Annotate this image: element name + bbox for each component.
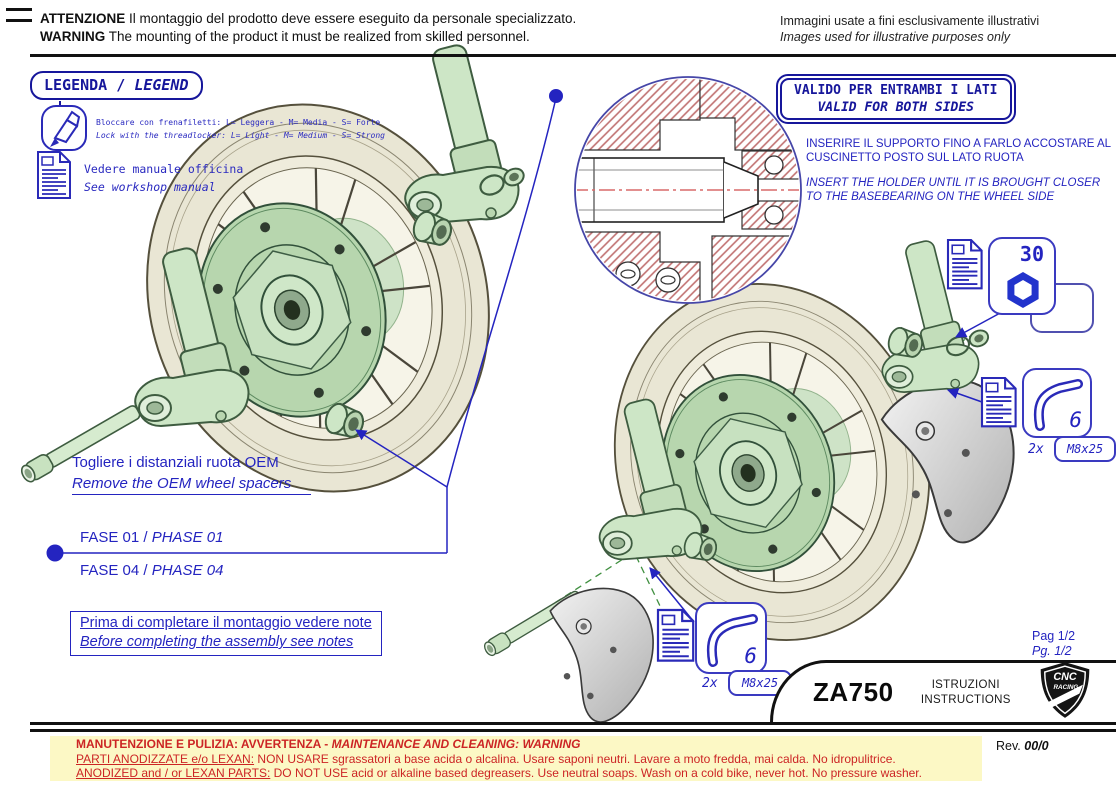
insert-holder-note: INSERIRE IL SUPPORTO FINO A FARLO ACCOSTARE AL CUSCINETTO POSTO SUL LATO RUOTA INSERT THE HOLDER UNTIL IT IS BROUGHT CLOSER TO THE BASEBEARING ON THE WHEEL SIDE [806,138,1111,203]
warning-label: WARNING [40,29,106,44]
allen-size: 6 [1069,408,1082,432]
document-icon [38,152,70,198]
hex-nut-icon [1002,271,1044,311]
quantity-label: 2x [1028,442,1044,457]
doc-type: ISTRUZIONI INSTRUCTIONS [920,678,1011,706]
fender-half-left [543,585,657,726]
before-completing-note: Prima di completare il montaggio vedere note Before completing the assembly see notes [70,611,382,656]
header-rule [30,54,1116,57]
footer-rule [30,729,1116,732]
title-block [770,660,1116,722]
allen-size: 6 [744,644,757,668]
attention-label: ATTENZIONE [40,11,126,26]
legend-threadlocker-text: Bloccare con frenafiletti: L= Leggera - M= Media - S= Forte Lock with the threadlocker: L= Light - M= Medium - S= Strong [96,118,385,140]
torque-value: 30 [1019,242,1044,266]
document-icon [658,610,693,661]
valid-note-en: VALID FOR BOTH SIDES [817,100,975,115]
header-warning-it: ATTENZIONE Il montaggio del prodotto deve essere eseguito da personale specializzato. [40,11,577,26]
legend-manual-text: Vedere manuale officina See workshop manual [84,162,244,194]
bolt-spec-tab: M8x25 [1054,436,1116,462]
svg-text:CNC: CNC [1053,671,1077,684]
quantity-label: 2x [702,676,718,691]
phase-reference-dot [47,545,64,562]
document-icon [982,378,1016,426]
corner-mark [6,8,32,11]
footer-rule [30,722,1116,725]
phase-04-label: FASE 04 / PHASE 04 [80,562,224,579]
header-warning-en: WARNING The mounting of the product it must be realized from skilled personnel. [40,29,530,44]
valid-note-it: VALIDO PER ENTRAMBI I LATI [794,83,998,98]
document-icon [948,240,982,288]
bolt-spec-tab: M8x25 [728,670,792,696]
maintenance-warning-strip: MANUTENZIONE E PULIZIA: AVVERTENZA - MAINTENANCE AND CLEANING: WARNING PARTI ANODIZZATE e/o LEXAN: NON USARE sgrassatori a base acida o alcalina. Usare saponi neutri. Lavare a moto fredda, mai calda. No idropulitrice. ANODIZED and / or LEXAN PARTS: DO NOT USE acid or alkaline based degreasers. Use neutral soaps. Wash on a cold bike, never hot. No pressure washer. [50,736,982,781]
remove-spacers-note: Togliere i distanziali ruota OEM Remove the OEM wheel spacers [72,452,311,495]
images-disclaimer: Immagini usate a fini esclusivamente illustrativi Images used for illustrative purposes only [780,14,1040,44]
cnc-racing-shield-logo [1038,661,1092,724]
svg-text:RACING: RACING [1053,684,1079,692]
torque-callout-box [988,237,1056,315]
page-number: Pag 1/2 Pg. 1/2 [1032,629,1076,658]
phase-reference-dot [549,89,563,103]
legend-title-box: LEGENDA / LEGEND [30,71,203,100]
allen-key-callout-box [695,602,767,674]
allen-key-callout-box [1022,368,1092,438]
product-code: ZA750 [813,677,894,707]
pen-icon [42,106,86,150]
valid-both-sides-box [776,74,1016,124]
phase-01-label: FASE 01 / PHASE 01 [80,529,224,546]
revision-label: Rev. 00/0 [996,739,1049,753]
fork-leg-upper-left-assembly [405,42,518,223]
corner-mark [6,19,32,22]
